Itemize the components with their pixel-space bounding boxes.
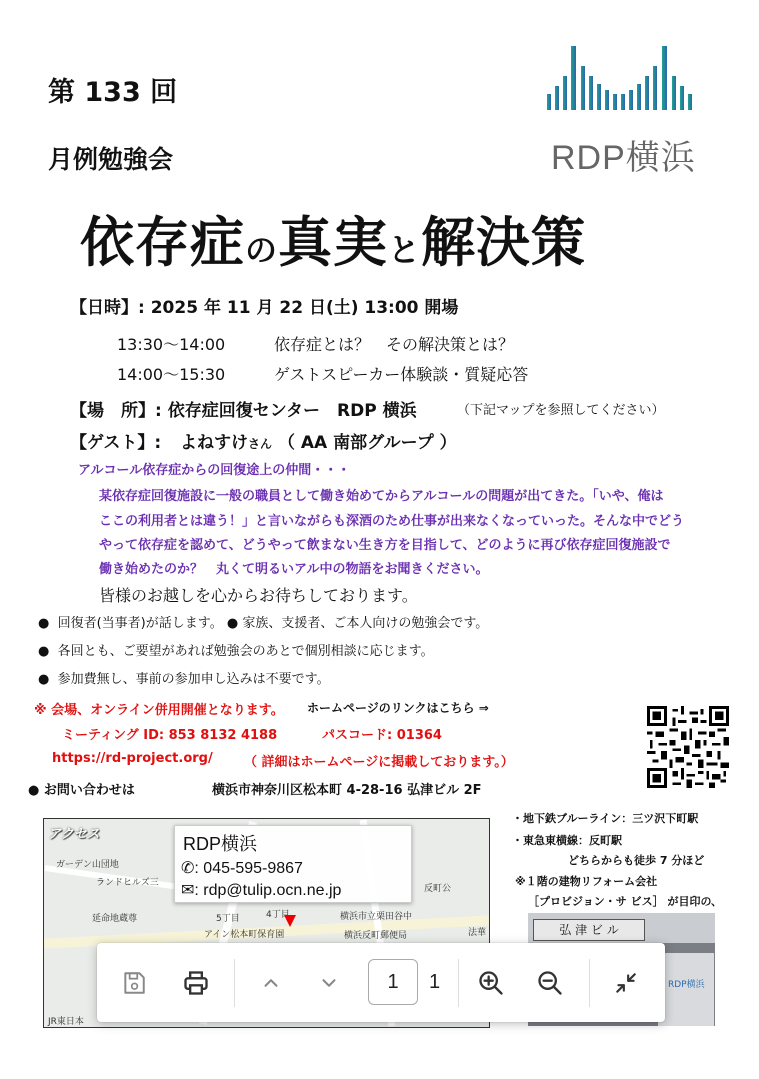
- print-icon: [182, 969, 210, 997]
- map-label: JR東日本: [48, 1017, 84, 1027]
- qr-code-icon[interactable]: [647, 706, 729, 788]
- email-row: [181, 880, 341, 900]
- page-number-input[interactable]: 1: [368, 959, 418, 1005]
- direction-line: ［プロビジョン・サ ビス］ が目印の、: [528, 895, 722, 908]
- map-label: 横浜市立栗田谷中: [340, 912, 413, 922]
- title-part: 真実: [278, 211, 389, 274]
- title-part: 依存症: [80, 211, 245, 274]
- save-button[interactable]: [114, 963, 154, 1003]
- map-label: 反町公: [424, 884, 452, 894]
- phone-icon: ✆: [181, 860, 195, 877]
- schedule-desc-2: ゲストスピーカー体験談・質疑応答: [274, 365, 529, 384]
- story-lead: アルコール依存症からの回復途上の仲間・・・: [78, 463, 351, 478]
- chevron-up-icon: [260, 972, 282, 994]
- guest-group: （ AA 南部グループ ）: [277, 433, 457, 453]
- direction-line: ・東急東横線：反町駅: [512, 834, 622, 847]
- zoom-out-button[interactable]: [530, 963, 570, 1003]
- rdp-logo: [545, 42, 700, 177]
- homepage-url[interactable]: https://rd-project.org/: [52, 751, 213, 766]
- passcode: パスコード: 01364: [322, 728, 442, 743]
- map-label: 横浜反町郵便局: [344, 931, 408, 941]
- map-label: 4丁目: [266, 910, 290, 920]
- pdf-toolbar: [97, 943, 665, 1022]
- schedule-desc-1: 依存症とは？ その解決策とは？: [274, 335, 515, 354]
- bullet-text: 回復者(当事者)が話します。 ● 家族、支援者、ご本人向けの勉強会です。: [57, 616, 489, 631]
- online-notice: ※ 会場、オンライン併用開催となります。: [34, 703, 284, 718]
- photo-logo: RDP横浜: [668, 980, 705, 990]
- email-address: : rdp@tulip.ocn.ne.jp: [194, 882, 342, 899]
- location-pin-icon: [284, 915, 296, 927]
- bullet-text: 各回とも、ご要望があれば勉強会のあとで個別相談に応じます。: [57, 644, 434, 659]
- contact-label: ● お問い合わせは: [28, 783, 135, 798]
- bullet-item: ● 回復者(当事者)が話します。 ● 家族、支援者、ご本人向けの勉強会です。: [38, 616, 489, 631]
- bullet-text: 参加費無し、事前の参加申し込みは不要です。: [57, 672, 330, 687]
- guest-label: 【ゲスト】:: [70, 433, 162, 453]
- toolbar-divider: [589, 959, 590, 1007]
- venue-note: （下記マップを参照してください）: [457, 403, 665, 418]
- collapse-icon: [613, 970, 639, 996]
- zoom-out-icon: [536, 969, 564, 997]
- guest-name: [180, 428, 457, 453]
- next-page-button[interactable]: [309, 963, 349, 1003]
- zoom-in-button[interactable]: [471, 963, 511, 1003]
- story-line: 某依存症回復施設に一般の職員として働き始めてからアルコールの問題が出てきた。「いや、俺は: [99, 489, 664, 504]
- contact-card: [174, 825, 412, 903]
- direction-line: ※１階の建物リフォーム会社: [515, 875, 658, 888]
- map-label: 5丁目: [216, 914, 240, 924]
- previous-page-button[interactable]: [251, 963, 291, 1003]
- title-part: と: [388, 231, 422, 269]
- schedule-time-1: 13:30～14:00: [117, 335, 226, 354]
- fit-page-button[interactable]: [606, 963, 646, 1003]
- print-button[interactable]: [176, 963, 216, 1003]
- schedule-label: 【日時】: 2025 年 11 月 22 日(土) 13:00 開場: [70, 298, 459, 318]
- chevron-down-icon: [318, 972, 340, 994]
- story-line: 働き始めたのか？ 丸くて明るいアル中の物語をお聞きください。: [99, 562, 489, 577]
- mail-icon: ✉: [181, 882, 195, 899]
- map-label: 延命地蔵尊: [92, 914, 138, 924]
- save-icon: [121, 970, 147, 996]
- direction-line: どちらからも徒歩 7 分ほど: [568, 854, 705, 867]
- schedule-time-2: 14:00～15:30: [117, 365, 226, 384]
- bullet-item: ● 参加費無し、事前の参加申し込みは不要です。: [38, 672, 330, 687]
- title-part: の: [245, 231, 279, 269]
- logo-bars-icon: [545, 42, 695, 112]
- bullet-item: ● 各回とも、ご要望があれば勉強会のあとで個別相談に応じます。: [38, 644, 434, 659]
- main-title: [80, 200, 586, 277]
- story-line: ここの利用者とは違う！」と言いながらも深酒のため仕事が出来なくなっていった。そんな中でどう: [99, 514, 685, 529]
- story-line: やって依存症を認めて、どうやって飲まない生き方を目指して、どのように再び依存症回復施設で: [99, 538, 671, 553]
- session-number: 第 133 回: [48, 77, 178, 108]
- map-label: ガーデン山団地: [56, 860, 119, 870]
- toolbar-divider: [234, 959, 235, 1007]
- url-note: （ 詳細はホームページに掲載しております。）: [244, 755, 514, 770]
- guest-name-text: よねすけ: [180, 433, 248, 453]
- series-title: 月例勉強会: [48, 145, 174, 174]
- page-total: 1: [429, 971, 441, 993]
- map-label: 法華: [468, 928, 487, 938]
- venue-label: 【場 所】: 依存症回復センター RDP 横浜: [70, 401, 417, 421]
- phone-number: : 045-595-9867: [194, 860, 303, 877]
- phone-row: [181, 858, 303, 878]
- title-part: 解決策: [421, 211, 587, 274]
- card-title: RDP横浜: [183, 834, 258, 854]
- direction-line: ・地下鉄ブルーライン：三ツ沢下町駅: [512, 812, 699, 825]
- zoom-in-icon: [477, 969, 505, 997]
- closing-text: 皆様のお越しを心からお待ちしております。: [99, 586, 418, 605]
- logo-text: RDP横浜: [551, 139, 696, 177]
- access-label: アクセス: [48, 827, 100, 842]
- contact-address: 横浜市神奈川区松本町 4-28-16 弘津ビル 2F: [212, 783, 482, 798]
- building-sign: 弘 津 ビ ル: [533, 919, 645, 941]
- meeting-id: ミーティング ID: 853 8132 4188: [62, 728, 278, 743]
- map-label: ランドヒルズ三: [96, 878, 159, 888]
- homepage-link[interactable]: ホームページのリンクはこちら ⇒: [307, 701, 489, 715]
- toolbar-divider: [458, 959, 459, 1007]
- map-label: アイン松本町保育園: [204, 930, 285, 940]
- guest-honorific: さん: [248, 437, 273, 451]
